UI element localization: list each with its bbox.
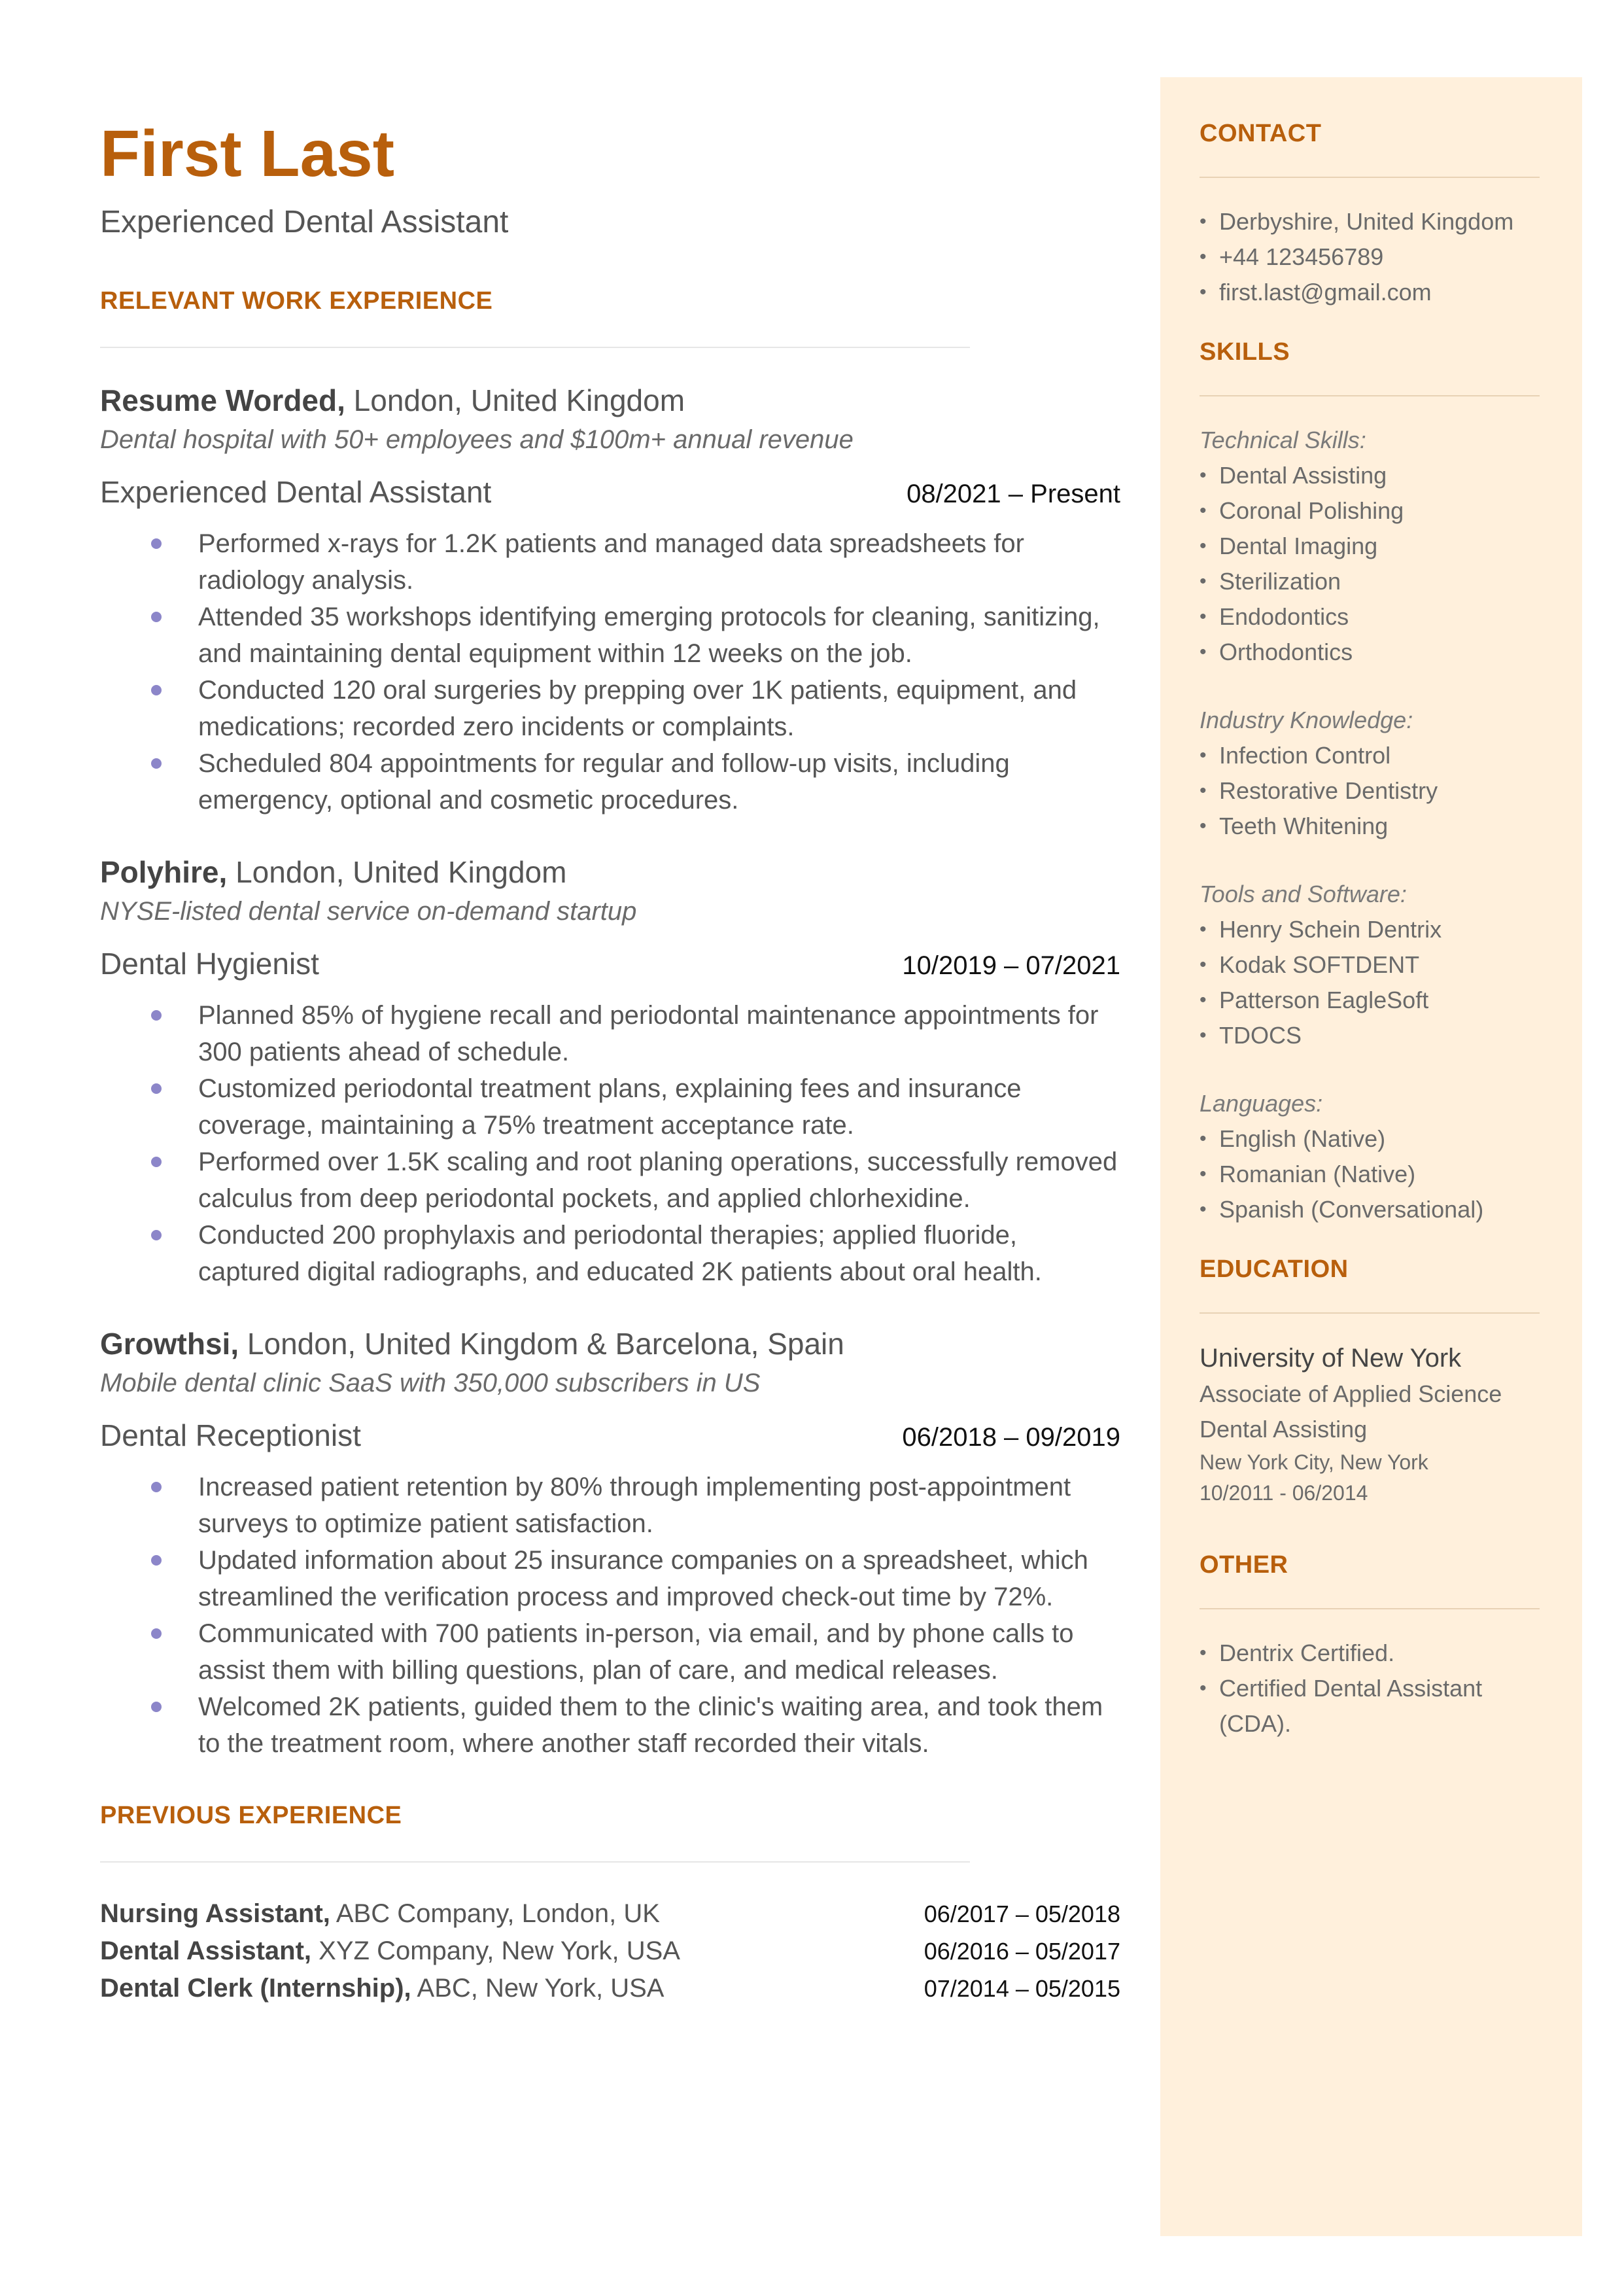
job-bullet	[100, 525, 1120, 599]
other-list	[1200, 1636, 1540, 1742]
main-column	[100, 111, 1120, 2007]
job-bullet	[100, 672, 1120, 745]
contact-item: • Derbyshire, United Kingdom	[1200, 204, 1540, 239]
education-degree: Associate of Applied Science	[1200, 1380, 1502, 1407]
job-bullet-text: Performed over 1.5K scaling and root planing operations, successfully removed calculus from deep periodontal pockets, and applied chlorhexidine.	[198, 1148, 1118, 1213]
skill-item: • Romanian (Native)	[1200, 1157, 1540, 1192]
candidate-title: Experienced Dental Assistant	[100, 205, 509, 239]
previous-experience-heading: PREVIOUS EXPERIENCE	[100, 1802, 402, 1829]
sidebar-divider	[1200, 1312, 1540, 1314]
bullet-dot-icon	[151, 1230, 162, 1240]
other-item: • Dentrix Certified.	[1200, 1636, 1540, 1671]
candidate-name: First Last	[100, 117, 395, 190]
job-bullet-text: Attended 35 workshops identifying emerging protocols for cleaning, sanitizing, and maintaining dental equipment within 12 weeks on the job.	[198, 603, 1100, 668]
other-item: • Certified Dental Assistant (CDA).	[1200, 1671, 1540, 1742]
sidebar-divider	[1200, 1608, 1540, 1609]
skill-list	[1200, 912, 1540, 1053]
job-entry	[100, 852, 1120, 1290]
skill-item: • Dental Assisting	[1200, 458, 1540, 493]
job-bullet	[100, 599, 1120, 672]
contact-item: • +44 123456789	[1200, 239, 1540, 275]
bullet-dot-icon	[151, 1010, 162, 1021]
skill-groups	[1200, 423, 1540, 1227]
previous-org: ABC Company, London, UK	[330, 1899, 660, 1928]
previous-dates: 07/2014 – 05/2015	[924, 1975, 1120, 2002]
education-school: University of New York	[1200, 1344, 1462, 1373]
skill-list	[1200, 738, 1540, 844]
job-bullet	[100, 1217, 1120, 1290]
contact-item: • first.last@gmail.com	[1200, 275, 1540, 310]
job-entry	[100, 1324, 1120, 1762]
section-divider	[100, 347, 970, 348]
skill-item: • Sterilization	[1200, 564, 1540, 599]
skills-heading: SKILLS	[1200, 338, 1290, 366]
skill-item: • Restorative Dentistry	[1200, 773, 1540, 809]
section-divider	[100, 1861, 970, 1863]
job-bullet-text: Communicated with 700 patients in-person, via email, and by phone calls to assist them with billing questions, plan of care, and medical releases.	[198, 1619, 1074, 1685]
contact-list	[1200, 204, 1540, 310]
skill-item: • Orthodontics	[1200, 635, 1540, 670]
job-company-line	[100, 381, 1120, 420]
previous-role: Nursing Assistant,	[100, 1899, 330, 1928]
sidebar-divider	[1200, 395, 1540, 396]
bullet-dot-icon	[151, 685, 162, 695]
bullet-dot-icon	[151, 1702, 162, 1712]
other-heading: OTHER	[1200, 1551, 1288, 1579]
skill-item: • Dental Imaging	[1200, 529, 1540, 564]
bullet-dot-icon	[151, 1555, 162, 1566]
skill-item: • TDOCS	[1200, 1018, 1540, 1053]
job-company: Resume Worded,	[100, 383, 345, 417]
job-location: London, United Kingdom	[227, 855, 567, 889]
job-bullet	[100, 1469, 1120, 1542]
bullet-dot-icon	[151, 1482, 162, 1492]
job-role-row	[100, 944, 1120, 985]
previous-experience-row	[100, 1970, 1120, 2007]
previous-experience-title	[100, 1970, 664, 2006]
job-bullet	[100, 1542, 1120, 1615]
skill-item: • Henry Schein Dentrix	[1200, 912, 1540, 947]
skill-item: • Teeth Whitening	[1200, 809, 1540, 844]
job-entry	[100, 381, 1120, 818]
job-bullets	[100, 1469, 1120, 1762]
jobs-list	[100, 381, 1120, 1762]
skill-item: • Kodak SOFTDENT	[1200, 947, 1540, 983]
job-location: London, United Kingdom & Barcelona, Spain	[239, 1327, 844, 1361]
skill-item: • Endodontics	[1200, 599, 1540, 635]
education-field: Dental Assisting	[1200, 1416, 1368, 1443]
job-bullet-text: Planned 85% of hygiene recall and periodontal maintenance appointments for 300 patients ahead of schedule.	[198, 1001, 1099, 1066]
job-dates: 10/2019 – 07/2021	[902, 951, 1120, 980]
sidebar	[1160, 77, 1582, 2236]
skill-item: • Spanish (Conversational)	[1200, 1192, 1540, 1227]
job-location: London, United Kingdom	[345, 383, 685, 417]
previous-dates: 06/2016 – 05/2017	[924, 1938, 1120, 1965]
job-company-description: NYSE-listed dental service on-demand startup	[100, 897, 637, 926]
job-bullet	[100, 1689, 1120, 1762]
job-role: Dental Receptionist	[100, 1418, 361, 1452]
previous-role: Dental Assistant,	[100, 1936, 312, 1965]
skill-list	[1200, 1121, 1540, 1227]
work-experience-heading: RELEVANT WORK EXPERIENCE	[100, 287, 493, 315]
bullet-dot-icon	[151, 758, 162, 769]
skill-group-label: Technical Skills:	[1200, 427, 1366, 453]
skill-group-label: Industry Knowledge:	[1200, 707, 1413, 733]
job-bullet-text: Conducted 200 prophylaxis and periodontal therapies; applied fluoride, captured digital radiographs, and educated 2K patients about oral health.	[198, 1221, 1042, 1286]
job-bullet	[100, 1615, 1120, 1689]
job-bullet	[100, 1144, 1120, 1217]
job-dates: 06/2018 – 09/2019	[902, 1423, 1120, 1452]
job-role: Experienced Dental Assistant	[100, 475, 492, 509]
job-role-row	[100, 472, 1120, 514]
skill-group-label: Tools and Software:	[1200, 881, 1407, 907]
previous-org: XYZ Company, New York, USA	[311, 1936, 680, 1965]
job-bullet-text: Performed x-rays for 1.2K patients and managed data spreadsheets for radiology analysis.	[198, 529, 1024, 595]
skill-item: • English (Native)	[1200, 1121, 1540, 1157]
previous-experience-row	[100, 1933, 1120, 1970]
job-role-row	[100, 1416, 1120, 1457]
job-role: Dental Hygienist	[100, 947, 319, 981]
job-bullet-text: Conducted 120 oral surgeries by prepping over 1K patients, equipment, and medications; recorded zero incidents or complaints.	[198, 676, 1077, 741]
sidebar-content	[1200, 116, 1540, 1742]
bullet-dot-icon	[151, 1083, 162, 1094]
job-dates: 08/2021 – Present	[907, 480, 1120, 508]
job-bullet-text: Updated information about 25 insurance companies on a spreadsheet, which streamlined the verification process and improved check-out time by 72%.	[198, 1546, 1088, 1611]
education-location: New York City, New York	[1200, 1450, 1428, 1474]
education-dates: 10/2011 - 06/2014	[1200, 1481, 1368, 1505]
job-bullet-text: Scheduled 804 appointments for regular and follow-up visits, including emergency, optional and cosmetic procedures.	[198, 749, 1010, 815]
skill-list	[1200, 458, 1540, 670]
job-company: Growthsi,	[100, 1327, 239, 1361]
previous-experience-title	[100, 1933, 680, 1969]
job-company-line	[100, 1324, 1120, 1363]
job-bullet-text: Welcomed 2K patients, guided them to the clinic's waiting area, and took them to the treatment room, where another staff recorded their vitals.	[198, 1692, 1103, 1758]
previous-experience-title	[100, 1895, 660, 1932]
skill-item: • Coronal Polishing	[1200, 493, 1540, 529]
job-bullet	[100, 1070, 1120, 1144]
bullet-dot-icon	[151, 1628, 162, 1639]
previous-role: Dental Clerk (Internship),	[100, 1974, 411, 2003]
bullet-dot-icon	[151, 1157, 162, 1167]
previous-org: ABC, New York, USA	[411, 1974, 665, 2003]
education-heading: EDUCATION	[1200, 1255, 1349, 1283]
job-bullet-text: Increased patient retention by 80% through implementing post-appointment surveys to optimize patient satisfaction.	[198, 1473, 1071, 1538]
previous-dates: 06/2017 – 05/2018	[924, 1901, 1120, 1927]
job-bullet	[100, 997, 1120, 1070]
contact-heading: CONTACT	[1200, 120, 1322, 147]
sidebar-divider	[1200, 177, 1540, 178]
job-company: Polyhire,	[100, 855, 228, 889]
job-bullet-text: Customized periodontal treatment plans, explaining fees and insurance coverage, maintaining a 75% treatment acceptance rate.	[198, 1074, 1022, 1140]
job-bullets	[100, 997, 1120, 1290]
previous-experience-row	[100, 1895, 1120, 1933]
job-company-description: Dental hospital with 50+ employees and $100m+ annual revenue	[100, 425, 854, 454]
bullet-dot-icon	[151, 612, 162, 622]
bullet-dot-icon	[151, 538, 162, 549]
skill-item: • Infection Control	[1200, 738, 1540, 773]
previous-experience-list	[100, 1895, 1120, 2007]
job-company-line	[100, 852, 1120, 892]
job-bullet	[100, 745, 1120, 818]
job-company-description: Mobile dental clinic SaaS with 350,000 subscribers in US	[100, 1369, 761, 1397]
skill-group-label: Languages:	[1200, 1090, 1323, 1117]
skill-item: • Patterson EagleSoft	[1200, 983, 1540, 1018]
job-bullets	[100, 525, 1120, 818]
